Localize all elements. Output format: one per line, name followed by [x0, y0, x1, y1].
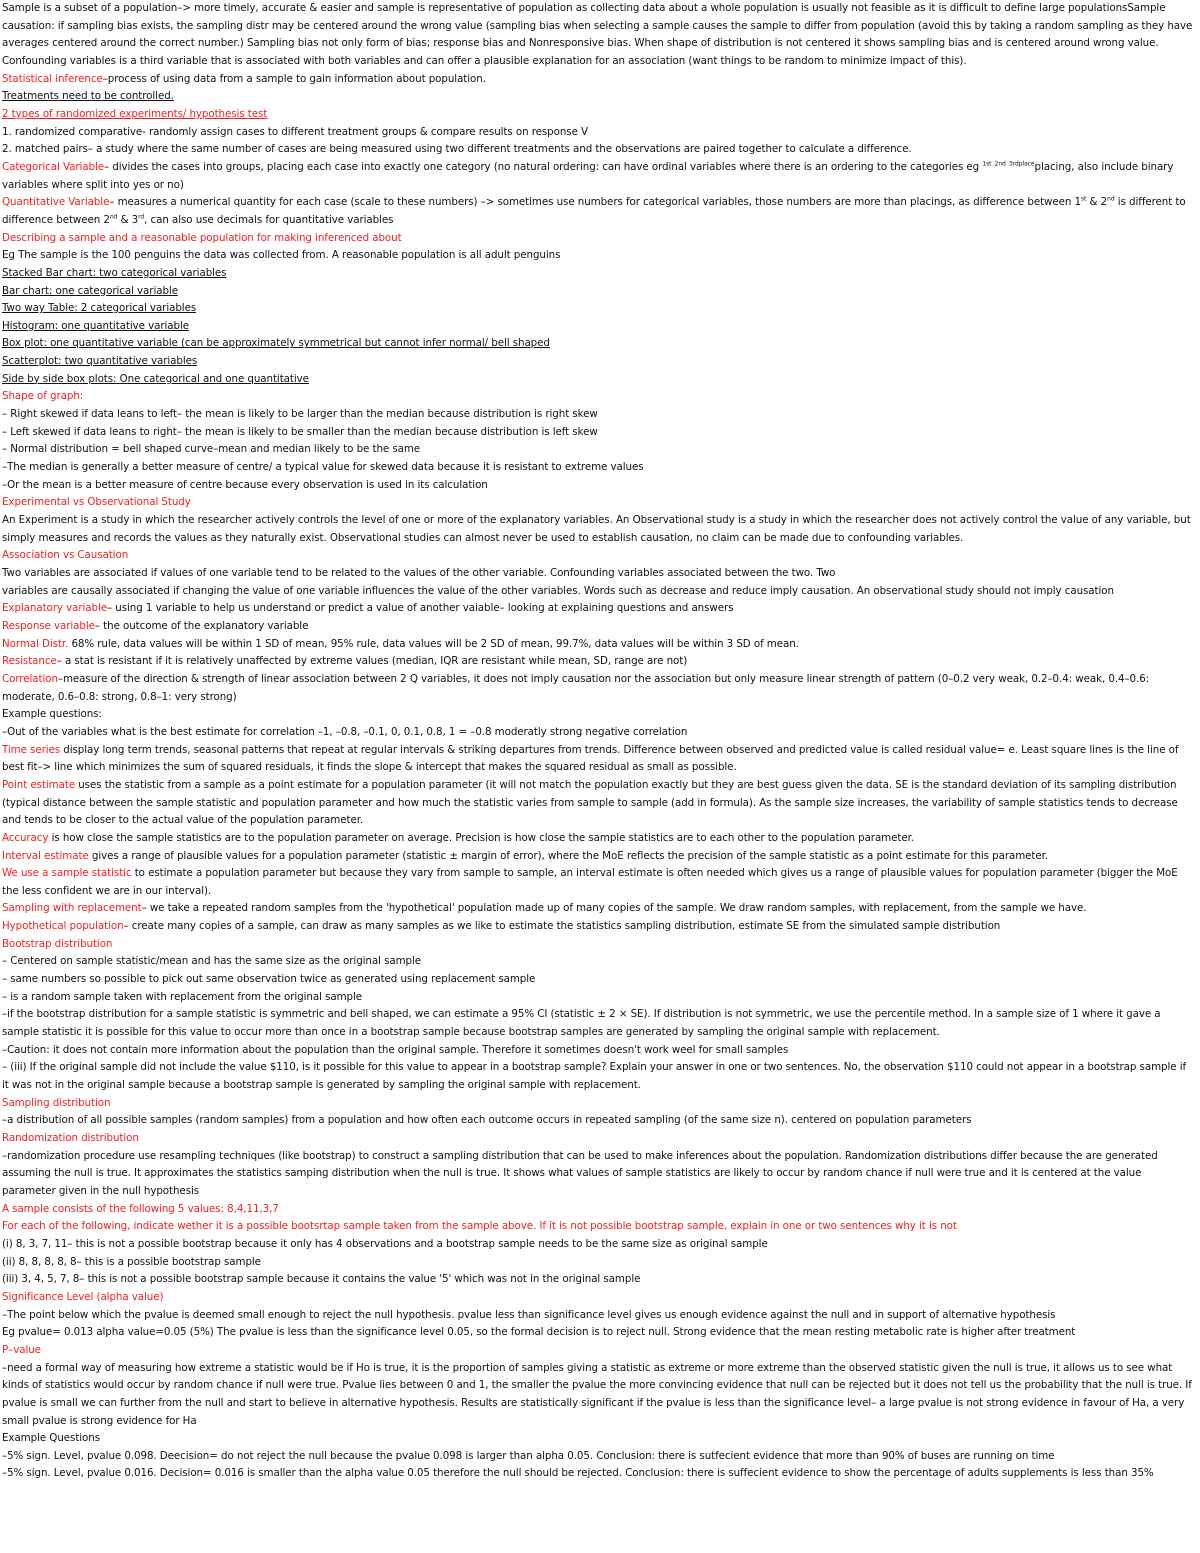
point-estimate-term: Point estimate	[2, 778, 76, 791]
categorical-variable-paragraph	[2, 159, 1193, 194]
sample-statistic-term: We use a sample statistic	[2, 867, 132, 880]
matched-pairs-item: 2. matched pairs– a study where the same number of cases are being measured using two different treatments and the observations are paired together to calculate a difference.	[2, 143, 912, 156]
categorical-variable-text-b: placing, also include binary variables where split into yes or no)	[2, 160, 1174, 191]
categorical-variable-text-a: – divides the cases into groups, placing each case into exactly one category (no natural ordering: can have ordinal variables where there is an ordering to the categories eg	[104, 160, 983, 173]
correlation-text: –measure of the direction & strength of linear association between 2 Q variables, it does not imply causation nor the association but only measure linear strength of pattern (0–0.2 very weak, 0.2–0.4: weak, 0.4–0.6: moderate, 0.6–0.8: strong, 0.8–1: very strong)	[2, 672, 1150, 703]
hypothetical-population-text: – create many copies of a sample, can draw as many samples as we like to estimate the statistics sampling distribution, estimate SE from the simulated sample distribution	[123, 920, 1001, 933]
quantitative-text-b: & 2	[1086, 196, 1108, 209]
shape-line: –Or the mean is a better measure of centre because every observation is used in its calculation	[2, 478, 488, 491]
time-series-text: display long term trends, seasonal patterns that repeat at regular intervals & striking departures from trends. Difference between observed and predicted value is called residual value= e. Least square lines is the line of best fit–> line which minimizes the sum of squared residuals, it finds the slope & intercept that makes the squared residual as small as possible.	[2, 743, 1179, 774]
categorical-sup-3: 3rd	[1009, 160, 1019, 168]
bootstrap-answer: (iii) 3, 4, 5, 7, 8– this is not a possible bootstrap sample because it contains the value '5' which was not in the original sample	[2, 1273, 641, 1286]
significance-level-heading: Significance Level (alpha value)	[2, 1290, 164, 1303]
p-value-heading: P–value	[2, 1343, 41, 1356]
quantitative-sup-2: nd	[1107, 195, 1115, 203]
bootstrap-answer: (ii) 8, 8, 8, 8, 8– this is a possible bootstrap sample	[2, 1255, 261, 1268]
interval-estimate-paragraph	[2, 848, 1193, 866]
quantitative-text-d: & 3	[117, 213, 139, 226]
response-variable-paragraph	[2, 618, 1193, 636]
association-vs-causation-heading: Association vs Causation	[2, 549, 129, 562]
point-estimate-text: uses the statistic from a sample as a point estimate for a population parameter (it will not match the population exactly but they are best guess given the data. SE is the standard deviation of its sampling distribution (typical distance between the sample statistic and population parameter and how much the statistic varies from sample to sample (add in formula). As the sample size increases, the variability of sample statistics tends to decrease and tends to be closer to the actual value of the population parameter.	[2, 778, 1178, 827]
graph-scatterplot: Scatterplot: two quantitative variables	[2, 355, 198, 368]
bootstrap-line: – same numbers so possible to pick out same observation twice as generated using replacement sample	[2, 973, 536, 986]
quantitative-text-c: is different to difference between 2	[2, 196, 1186, 226]
categorical-variable-term: Categorical Variable	[2, 160, 104, 173]
describing-sample-heading: Describing a sample and a reasonable population for making inferenced about	[2, 231, 402, 244]
categorical-sup-1: 1st	[982, 160, 992, 168]
explanatory-variable-text: – using 1 variable to help us understand or predict a value of another vaiable– looking at explaining questions and answers	[107, 602, 734, 615]
sampling-distribution-heading: Sampling distribution	[2, 1096, 111, 1109]
bootstrap-sample-question: For each of the following, indicate wether it is a possible bootsrtap sample taken from the sample above. If it is not possible bootstrap sample, explain in one or two sentences why it is not	[2, 1220, 957, 1233]
randomized-comparative-item: 1. randomized comparative- randomly assign cases to different treatment groups & compare results on response V	[2, 125, 588, 138]
hypothetical-population-term: Hypothetical population	[2, 920, 124, 933]
sampling-with-replacement-text: – we take a repeated random samples from the 'hypothetical' population made up of many copies of the sample. We draw random samples, with replacement, from the sample we have.	[141, 902, 1087, 915]
randomized-experiments-heading: 2 types of randomized experiments/ hypothesis test	[2, 107, 268, 120]
significance-level-example: Eg pvalue= 0.013 alpha value=0.05 (5%) The pvalue is less than the significance level 0.05, so the formal decision is to reject null. Strong evidence that the mean resting metabolic rate is higher after treatment	[2, 1326, 1076, 1339]
resistance-term: Resistance	[2, 655, 57, 668]
example-questions-heading: Example questions:	[2, 708, 102, 721]
time-series-term: Time series	[2, 743, 61, 756]
response-variable-text: – the outcome of the explanatory variable	[94, 619, 309, 632]
graph-two-way-table: Two way Table: 2 categorical variables	[2, 302, 197, 315]
bootstrap-line: –Caution: it does not contain more information about the population than the original sample. Therefore it sometimes doesn't work weel for small samples	[2, 1043, 789, 1056]
bootstrap-line: – (iii) If the original sample did not include the value $110, is it possible for this value to appear in a bootstrap sample? Explain your answer in one or two sentences. No, the observation $110 could not appear in a bootstrap sample if it was not in the original sample because a bootstrap sample is generated by sampling the original sample with replacement.	[2, 1061, 1187, 1092]
quantitative-sup-4: rd	[138, 213, 145, 221]
sample-statistic-text: to estimate a population parameter but because they vary from sample to sample, an interval estimate is often needed which gives us a range of plausible values for population parameter (bigger the MoE the less confident we are in our interval).	[2, 867, 1178, 897]
accuracy-term: Accuracy	[2, 831, 49, 844]
correlation-paragraph	[2, 671, 1193, 706]
example-questions-heading-2: Example Questions	[2, 1432, 101, 1445]
causation-line: variables are causally associated if changing the value of one variable influences the value of the other variables. Words such as decrease and reduce imply causation. An observational study should not imply causation	[2, 584, 1114, 597]
graph-bar-chart: Bar chart: one categorical variable	[2, 284, 178, 297]
quantitative-sup-1: st	[1081, 195, 1087, 203]
randomization-distribution-text: –randomization procedure use resampling techniques (like bootstrap) to construct a sampling distribution that can be used to make inferences about the population. Randomization distributions differ because the are generated assuming the null is true. It approximates the statistics samping distribution when the null is true. It shows what values of sample statistics are likely to occur by random chance if null were true and it is centered at the value parameter given in the null hypothesis	[2, 1149, 1158, 1197]
explanatory-variable-term: Explanatory variable	[2, 602, 108, 615]
correlation-example: –Out of the variables what is the best estimate for correlation –1, –0.8, –0.1, 0, 0.1, 0.8, 1 = –0.8 moderatly strong negative correlation	[2, 725, 688, 738]
normal-distribution-paragraph	[2, 636, 1193, 654]
response-variable-term: Response variable	[2, 619, 95, 632]
bootstrap-distribution-heading: Bootstrap distribution	[2, 937, 113, 950]
time-series-paragraph	[2, 742, 1193, 777]
shape-line: – Right skewed if data leans to left– the mean is likely to be larger than the median because distribution is right skew	[2, 408, 598, 421]
sampling-distribution-text: –a distribution of all possible samples (random samples) from a population and how often each outcome occurs in repeated sampling (of the same size n). centered on population parameters	[2, 1114, 972, 1127]
sampling-with-replacement-paragraph	[2, 900, 1193, 918]
penguins-example: Eg The sample is the 100 penguins the data was collected from. A reasonable population is all adult penguins	[2, 249, 561, 262]
categorical-sup-2: 2nd	[994, 160, 1006, 168]
association-line: Two variables are associated if values of one variable tend to be related to the values of the other variable. Confounding variables associated between the two. Two	[2, 567, 836, 579]
sample-population-paragraph: Sample is a subset of a population–> more timely, accurate & easier and sample is representative of population as collecting data about a whole population is usually not feasible as it is difficult to define large populationsSample causation: if sampling bias exists, the sampling distr may be centered around the wrong value (sampling bias when selecting a sample causes the sample to differ from population (avoid this by taking a random sampling as they have averages centered around the correct number.) Sampling bias not only form of bias; response bias and Nonresponsive bias. When shape of distribution is not centered it shows sampling bias and is centered around wrong value. Confounding variables is a third variable that is associated with both variables and can offer a plausible explanation for an association (want things to be random to minimize impact of this).	[2, 2, 1193, 67]
shape-line: –The median is generally a better measure of centre/ a typical value for skewed data because it is resistant to extreme values	[2, 461, 644, 474]
resistance-text: – a stat is resistant if it is relatively unaffected by extreme values (median, IQR are resistant while mean, SD, range are not)	[56, 655, 688, 668]
graph-side-by-side-box-plots: Side by side box plots: One categorical and one quantitative	[2, 372, 309, 385]
graph-box-plot: Box plot: one quantitative variable (can be approximately symmetrical but cannot infer normal/ bell shaped	[2, 337, 550, 350]
sample-values-heading: A sample consists of the following 5 values: 8,4,11,3,7	[2, 1202, 279, 1215]
point-estimate-paragraph	[2, 777, 1193, 830]
bootstrap-line: – is a random sample taken with replacement from the original sample	[2, 990, 363, 1003]
resistance-paragraph	[2, 653, 1193, 671]
correlation-term: Correlation	[2, 672, 58, 685]
hypothetical-population-paragraph	[2, 918, 1193, 936]
statistical-inference-paragraph	[2, 71, 1193, 89]
statistical-inference-text: –process of using data from a sample to gain information about population.	[102, 72, 486, 85]
quantitative-variable-paragraph	[2, 194, 1193, 229]
statistical-inference-term: Statistical inference	[2, 72, 103, 85]
bootstrap-line: –if the bootstrap distribution for a sample statistic is symmetric and bell shaped, we can estimate a 95% CI (statistic ± 2 × SE). If distribution is not symmetric, we use the percentile method. In a sample size of 1 where it gave a sample statistic it is possible for this value to occur more than once in a bootstrap sample because bootstrap samples are generated by sampling the original sample with replacement.	[2, 1008, 1161, 1039]
significance-level-definition: –The point below which the pvalue is deemed small enough to reject the null hypothesis. pvalue less than significance level gives us enough evidence against the null and in support of alternative hypothesis	[2, 1308, 1056, 1321]
normal-distribution-term: Normal Distr.	[2, 637, 69, 650]
explanatory-variable-paragraph	[2, 600, 1193, 618]
treatments-controlled-line: Treatments need to be controlled.	[2, 90, 174, 103]
normal-distribution-text: 68% rule, data values will be within 1 SD of mean, 95% rule, data values will be 2 SD of mean, 99.7%, data values will be within 3 SD of mean.	[68, 637, 799, 650]
p-value-text: –need a formal way of measuring how extreme a statistic would be if Ho is true, it is the proportion of samples giving a statistic as extreme or more extreme than the observed statistic given the null is true, it allows us to see what kinds of statistics would occur by random chance if null were true. Pvalue lies between 0 and 1, the smaller the pvalue the more convincing evidence that null can be rejected but it does not tell us the probability that the null is true. If pvalue is small we can further from the null and start to believe in alternative hypothesis. Results are statistically significant if the pvalue is less than the significance level– a large pvalue is not strong evidence in favour of Ha, a very small pvalue is strong evidence for Ha	[2, 1361, 1192, 1427]
experimental-vs-observational-text: An Experiment is a study in which the researcher actively controls the level of one or more of the explanatory variables. An Observational study is a study in which the researcher does not actively control the value of any variable, but simply measures and records the values as they naturally exist. Observational studies can almost never be used to establish causation, no claim can be made due to confounding variables.	[2, 514, 1191, 544]
randomization-distribution-heading: Randomization distribution	[2, 1132, 139, 1144]
interval-estimate-term: Interval estimate	[2, 849, 89, 862]
shape-line: – Normal distribution = bell shaped curve–mean and median likely to be the same	[2, 443, 421, 456]
accuracy-paragraph	[2, 830, 1193, 848]
example-question-line: –5% sign. Level, pvalue 0.098. Deecision= do not reject the null because the pvalue 0.098 is larger than alpha 0.05. Conclusion: there is sutfecient evidence that more than 90% of buses are running on time	[2, 1449, 1055, 1462]
interval-estimate-text: gives a range of plausible values for a population parameter (statistic ± margin of error), where the MoE reflects the precision of the sample statistic as a point estimate for this parameter.	[88, 849, 1049, 862]
graph-stacked-bar-chart: Stacked Bar chart: two categorical variables	[2, 266, 227, 279]
shape-line: – Left skewed if data leans to right– the mean is likely to be smaller than the median because distribution is left skew	[2, 425, 598, 438]
accuracy-text: is how close the sample statistics are to the population parameter on average. Precision is how close the sample statistics are to each other to the population parameter.	[48, 831, 915, 844]
experimental-vs-observational-heading: Experimental vs Observational Study	[2, 496, 191, 509]
categorical-sup-4: place	[1018, 160, 1035, 168]
quantitative-sup-3: nd	[109, 213, 118, 221]
quantitative-variable-term: Quantitative Variable	[2, 196, 110, 209]
sampling-with-replacement-term: Sampling with replacement	[2, 902, 142, 915]
graph-histogram: Histogram: one quantitative variable	[2, 319, 189, 332]
sample-statistic-paragraph	[2, 865, 1193, 900]
quantitative-text-a: – measures a numerical quantity for each case (scale to these numbers) –> sometimes use numbers for categorical variables, those numbers are more than placings, as difference between 1	[109, 196, 1081, 209]
example-question-line: –5% sign. Level, pvalue 0.016. Decision= 0.016 is smaller than the alpha value 0.05 therefore the null should be rejected. Conclusion: there is suffecient evidence to show the percentage of adults supplements is less than 35%	[2, 1467, 1154, 1480]
shape-of-graph-heading: Shape of graph:	[2, 390, 84, 403]
bootstrap-line: – Centered on sample statistic/mean and has the same size as the original sample	[2, 955, 422, 968]
bootstrap-answer: (i) 8, 3, 7, 11– this is not a possible bootstrap because it only has 4 observations and a bootstrap sample needs to be the same size as original sample	[2, 1237, 768, 1250]
quantitative-text-e: , can also use decimals for quantitative variables	[144, 213, 394, 226]
